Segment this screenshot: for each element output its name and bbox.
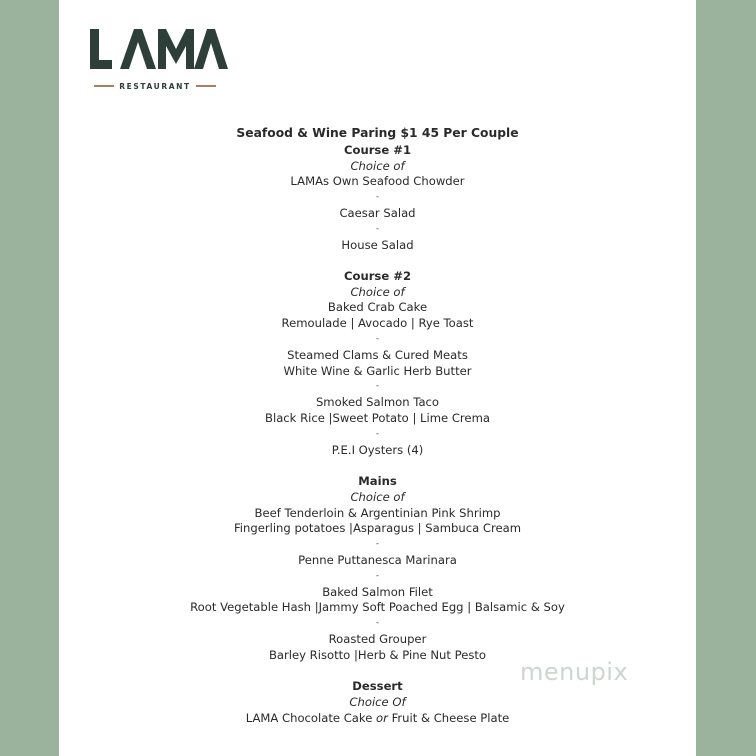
item-separator: - <box>375 428 380 439</box>
restaurant-logo <box>76 22 234 96</box>
item-separator: - <box>375 192 380 203</box>
section-heading: Mains <box>358 473 397 488</box>
item-separator: - <box>375 539 380 550</box>
choice-label: Choice of <box>350 158 405 173</box>
logo-subtitle-row <box>76 78 234 94</box>
watermark: menupix <box>520 658 629 686</box>
item-separator: - <box>375 570 380 581</box>
choice-label: Choice Of <box>349 694 406 709</box>
section-heading: Course #2 <box>343 268 412 283</box>
menu-item-detail: Black Rice |Sweet Potato | Lime Crema <box>265 411 490 426</box>
choice-label: Choice of <box>350 284 405 299</box>
menu-item: Baked Crab Cake <box>327 300 428 315</box>
menu-item: Caesar Salad <box>339 205 416 220</box>
menu-item-detail: White Wine & Garlic Herb Butter <box>283 363 472 378</box>
item-separator: - <box>375 223 380 234</box>
menu-item: Baked Salmon Filet <box>322 584 433 599</box>
item-separator: - <box>375 618 380 629</box>
item-separator: - <box>375 381 380 392</box>
menu-item-detail: Root Vegetable Hash |Jammy Soft Poached Egg | Balsamic & Soy <box>190 600 565 615</box>
menu-title: Seafood & Wine Paring $1 45 Per Couple <box>236 126 519 140</box>
menu-item: Beef Tenderloin & Argentinian Pink Shrimp <box>254 505 501 520</box>
section-heading: Dessert <box>352 679 403 693</box>
dessert-or: or <box>376 710 388 725</box>
menu-item: Roasted Grouper <box>328 631 427 646</box>
menu-item <box>59 711 696 727</box>
menu-item: LAMAs Own Seafood Chowder <box>290 174 465 189</box>
logo-divider-right <box>196 85 216 87</box>
dessert-option-b: Fruit & Cheese Plate <box>391 710 510 725</box>
choice-label: Choice of <box>350 489 405 504</box>
menu-item-detail: Remoulade | Avocado | Rye Toast <box>281 316 474 331</box>
menu-item: P.E.I Oysters (4) <box>331 442 424 457</box>
menu-item: Penne Puttanesca Marinara <box>298 552 457 567</box>
menu-content <box>59 126 696 726</box>
lama-logo-mark <box>76 22 234 78</box>
menu-item-detail: Barley Risotto |Herb & Pine Nut Pesto <box>268 647 487 662</box>
menu-item: Steamed Clams & Cured Meats <box>287 347 468 362</box>
dessert-option-a: LAMA Chocolate Cake <box>245 710 373 725</box>
logo-divider-left <box>94 85 114 87</box>
menu-item-detail: Fingerling potatoes |Asparagus | Sambuca Cream <box>233 521 522 536</box>
menu-item: Smoked Salmon Taco <box>315 395 440 410</box>
menu-item: House Salad <box>341 237 414 252</box>
logo-subtitle: RESTAURANT <box>119 81 191 91</box>
item-separator: - <box>375 334 380 345</box>
section-heading: Course #1 <box>343 142 412 157</box>
